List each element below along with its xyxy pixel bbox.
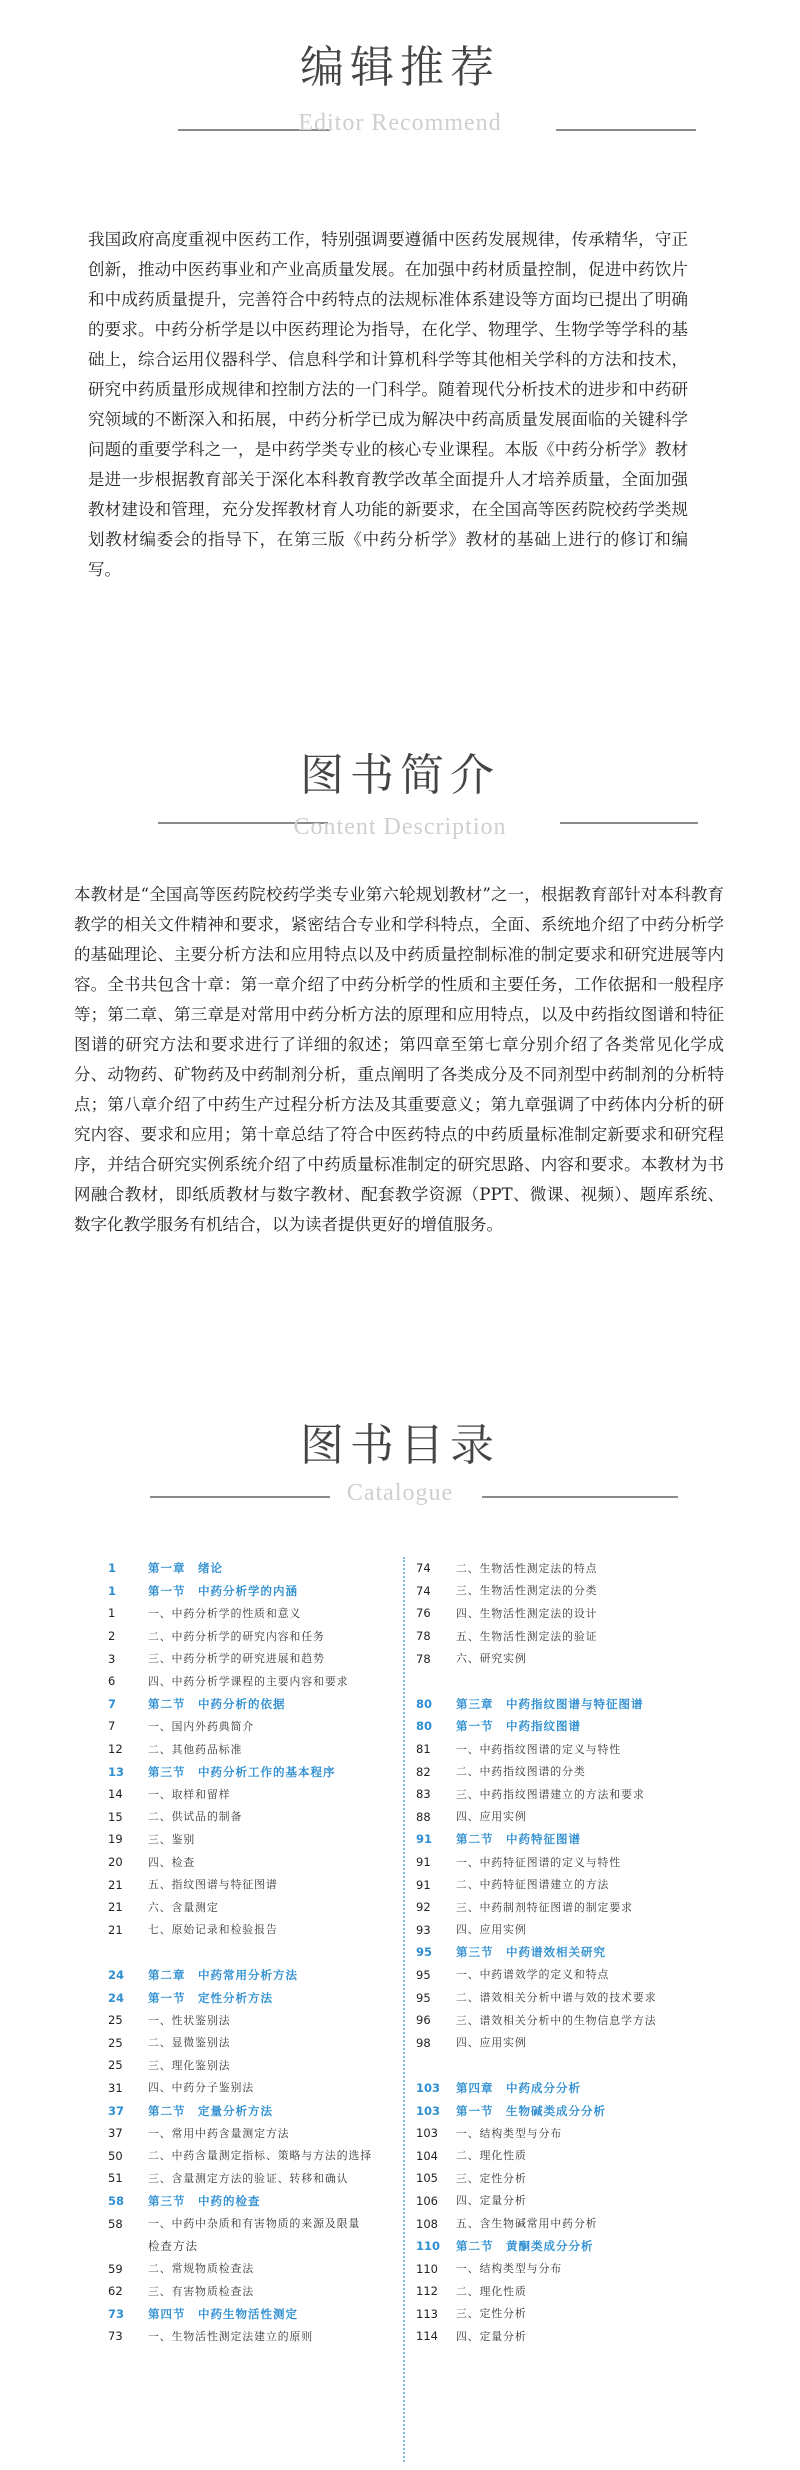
toc-page-number: 25 (108, 2035, 123, 2050)
toc-entry-title: 一、性状鉴别法 (148, 2013, 231, 2027)
toc-section (108, 1580, 403, 1603)
toc-section (108, 1760, 403, 1783)
toc-entry-title: 第一节 中药指纹图谱 (456, 1719, 581, 1734)
toc-page-number: 7 (108, 1696, 117, 1711)
toc-entry-title: 二、中药指纹图谱的分类 (456, 1765, 586, 1779)
toc-entry-title: 二、供试品的制备 (148, 1810, 243, 1824)
toc-page-number: 74 (416, 1561, 431, 1576)
toc-item (416, 1964, 711, 1987)
toc-item (108, 2122, 403, 2145)
toc-entry-title: 三、生物活性测定法的分类 (456, 1584, 598, 1598)
toc-entry-title: 三、定性分析 (456, 2171, 527, 2185)
toc-item (108, 1896, 403, 1919)
toc-item (108, 2167, 403, 2190)
toc-page-number: 91 (416, 1832, 433, 1847)
toc-entry-title: 四、定量分析 (456, 2194, 527, 2208)
heading-rule-right (560, 822, 698, 824)
toc-item (108, 1738, 403, 1761)
toc-entry-title: 六、含量测定 (148, 1900, 219, 1914)
toc-entry-title: 第四节 中药生物活性测定 (148, 2306, 298, 2321)
toc-page-number: 3 (108, 1651, 116, 1666)
toc-page-number: 59 (108, 2261, 123, 2276)
toc-section (108, 2190, 403, 2213)
toc-page-number: 21 (108, 1900, 123, 1915)
toc-entry-title: 一、中药指纹图谱的定义与特性 (456, 1742, 622, 1756)
toc-page-number: 13 (108, 1764, 125, 1779)
toc-entry-title: 四、中药分子鉴别法 (148, 2081, 255, 2095)
toc-page-number: 73 (108, 2306, 125, 2321)
toc-item (416, 1602, 711, 1625)
toc-entry-title: 一、中药分析学的性质和意义 (148, 1606, 302, 1620)
toc-item (416, 2031, 711, 2054)
toc-page-number: 74 (416, 1583, 431, 1598)
toc-item (416, 2212, 711, 2235)
toc-entry-title: 六、研究实例 (456, 1652, 527, 1666)
toc-item (108, 1828, 403, 1851)
toc-column-left (108, 1557, 403, 2348)
toc-entry-title: 第二节 黄酮类成分分析 (456, 2239, 594, 2254)
toc-page-number: 93 (416, 1922, 431, 1937)
toc-gap (416, 2054, 711, 2077)
toc-divider (403, 1557, 405, 2462)
toc-page-number: 108 (416, 2216, 438, 2231)
table-of-contents (108, 1557, 700, 2462)
toc-item (416, 2280, 711, 2303)
toc-page-number: 103 (416, 2080, 441, 2095)
section-title: 图书目录 (300, 1420, 500, 1471)
toc-item (416, 2257, 711, 2280)
toc-entry-title: 第二章 中药常用分析方法 (148, 1967, 298, 1982)
toc-item (108, 1873, 403, 1896)
toc-page-number: 105 (416, 2171, 438, 2186)
toc-entry-title: 一、中药特征图谱的定义与特性 (456, 1855, 622, 1869)
toc-entry-title: 四、定量分析 (456, 2329, 527, 2343)
intro-paragraph: 本教材是“全国高等医药院校药学类专业第六轮规划教材”之一，根据教育部针对本科教育教学的相关文件精神和要求，紧密结合专业和学科特点，全面、系统地介绍了中药分析学的基础理论、主要分析方法和应用特点以及中药质量控制标准的制定要求和研究进展等内容。全书共包含十章：第一章介绍了中药分析学的性质和主要任务，工作依据和一般程序等；第二章、第三章是对常用中药分析方法的原理和应用特点，以及中药指纹图谱和特征图谱的研究方法和要求进行了详细的叙述；第四章至第七章分别介绍了各类常见化学成分、动物药、矿物药及中药制剂分析，重点阐明了各类成分及不同剂型中药制剂的分析特点；第八章介绍了中药生产过程分析方法及其重要意义；第九章强调了中药体内分析的研究内容、要求和应用；第十章总结了符合中医药特点的中药质量标准制定新要求和研究程序，并结合研究实例系统介绍了中药质量标准制定的研究思路、内容和要求。本教材为书网融合教材，即纸质教材与数字教材、配套教学资源（PPT、微课、视频）、题库系统、数字化教学服务有机结合，以为读者提供更好的增值服务。 (74, 885, 724, 1234)
toc-page-number: 37 (108, 2126, 123, 2141)
toc-item (108, 1670, 403, 1693)
toc-page-number: 19 (108, 1832, 123, 1847)
toc-entry-title: 第三节 中药分析工作的基本程序 (148, 1764, 336, 1779)
toc-entry-title: 一、结构类型与分布 (456, 2126, 563, 2140)
toc-entry-title: 一、取样和留样 (148, 1787, 231, 1801)
toc-page-number: 1 (108, 1583, 117, 1598)
toc-entry-title: 四、检查 (148, 1855, 196, 1869)
toc-entry-title: 一、中药谱效学的定义和特点 (456, 1968, 610, 1982)
toc-entry-title: 五、指纹图谱与特征图谱 (148, 1878, 278, 1892)
toc-entry-title: 三、定性分析 (456, 2307, 527, 2321)
heading-rule-right (556, 129, 696, 131)
toc-entry-title: 二、谱效相关分析中谱与效的技术要求 (456, 1991, 657, 2005)
toc-entry-title: 第二节 定量分析方法 (148, 2103, 273, 2118)
toc-page-number: 2 (108, 1629, 116, 1644)
toc-section (108, 2099, 403, 2122)
toc-page-number: 31 (108, 2080, 123, 2095)
toc-entry-title: 四、生物活性测定法的设计 (456, 1606, 598, 1620)
toc-page-number: 91 (416, 1855, 431, 1870)
toc-gap (416, 1670, 711, 1693)
toc-page-number: 114 (416, 2329, 438, 2344)
toc-column-right (416, 1557, 711, 2348)
toc-entry-title: 第四章 中药成分分析 (456, 2080, 581, 2095)
section-subtitle: Content Description (293, 814, 507, 840)
toc-item (416, 2122, 711, 2145)
toc-entry-title: 三、含量测定方法的验证、转移和确认 (148, 2171, 349, 2185)
toc-item (416, 2303, 711, 2326)
toc-page-number: 112 (416, 2284, 438, 2299)
toc-chapter (108, 1964, 403, 1987)
toc-entry-title: 二、理化性质 (456, 2284, 527, 2298)
toc-page-number: 25 (108, 2013, 123, 2028)
section-subtitle: Catalogue (346, 1480, 454, 1506)
toc-item (416, 1580, 711, 1603)
toc-item (416, 1760, 711, 1783)
toc-item (416, 1873, 711, 1896)
toc-page-number: 1 (108, 1561, 117, 1576)
toc-item (108, 1715, 403, 1738)
toc-page-number: 95 (416, 1990, 431, 2005)
toc-chapter (416, 1693, 711, 1716)
toc-page-number: 6 (108, 1674, 116, 1689)
toc-item (416, 1625, 711, 1648)
toc-item (108, 2144, 403, 2167)
toc-item (108, 2009, 403, 2032)
toc-page-number: 73 (108, 2329, 123, 2344)
toc-item (416, 1806, 711, 1829)
toc-page-number: 91 (416, 1877, 431, 1892)
toc-entry-title: 第三节 中药谱效相关研究 (456, 1945, 606, 1960)
toc-item (108, 2325, 403, 2348)
toc-entry-title: 三、中药制剂特征图谱的制定要求 (456, 1900, 633, 1914)
toc-entry-title: 一、国内外药典简介 (148, 1719, 255, 1733)
toc-page-number: 95 (416, 1967, 431, 1982)
toc-item (416, 1647, 711, 1670)
toc-chapter (416, 2077, 711, 2100)
toc-item (416, 1783, 711, 1806)
toc-section (416, 1941, 711, 1964)
toc-entry-title: 三、中药分析学的研究进展和趋势 (148, 1652, 325, 1666)
toc-gap (108, 1941, 403, 1964)
toc-page-number: 110 (416, 2239, 441, 2254)
toc-page-number: 80 (416, 1696, 433, 1711)
toc-page-number: 103 (416, 2126, 438, 2141)
toc-page-number: 7 (108, 1719, 116, 1734)
toc-item (108, 1806, 403, 1829)
toc-entry-title: 四、应用实例 (456, 1923, 527, 1937)
toc-item (416, 1986, 711, 2009)
toc-entry-title: 四、应用实例 (456, 2036, 527, 2050)
toc-page-number: 78 (416, 1651, 431, 1666)
toc-entry-title: 二、中药特征图谱建立的方法 (456, 1878, 610, 1892)
section-title: 编辑推荐 (300, 42, 500, 93)
toc-page-number: 37 (108, 2103, 125, 2118)
toc-entry-title: 五、含生物碱常用中药分析 (456, 2217, 598, 2231)
toc-entry-title: 二、理化性质 (456, 2149, 527, 2163)
toc-entry-title: 二、常规物质检查法 (148, 2262, 255, 2276)
toc-item (416, 2167, 711, 2190)
toc-item (416, 1851, 711, 1874)
toc-page-number: 58 (108, 2193, 125, 2208)
toc-item (108, 2031, 403, 2054)
toc-item (108, 1647, 403, 1670)
toc-page-number: 96 (416, 2013, 431, 2028)
toc-item (108, 1783, 403, 1806)
toc-entry-title: 二、其他药品标准 (148, 1742, 243, 1756)
toc-entry-title: 七、原始记录和检验报告 (148, 1923, 278, 1937)
toc-entry-title: 三、有害物质检查法 (148, 2284, 255, 2298)
toc-entry-title: 四、中药分析学课程的主要内容和要求 (148, 1674, 349, 1688)
toc-page-number: 83 (416, 1787, 431, 1802)
toc-page-number: 24 (108, 1967, 125, 1982)
toc-page-number: 92 (416, 1900, 431, 1915)
toc-item (108, 1851, 403, 1874)
toc-item (416, 2325, 711, 2348)
toc-entry-title: 二、中药含量测定指标、策略与方法的选择 (148, 2149, 373, 2163)
toc-entry-title: 五、生物活性测定法的验证 (456, 1629, 598, 1643)
toc-page-number: 1 (108, 1606, 116, 1621)
toc-entry-title: 三、中药指纹图谱建立的方法和要求 (456, 1787, 645, 1801)
toc-cont (108, 2235, 403, 2258)
section-title: 图书简介 (300, 750, 500, 801)
toc-page-number: 21 (108, 1877, 123, 1892)
toc-entry-title: 第一节 中药分析学的内涵 (148, 1583, 298, 1598)
toc-item (108, 2054, 403, 2077)
toc-page-number: 98 (416, 2035, 431, 2050)
toc-page-number: 21 (108, 1922, 123, 1937)
toc-chapter (108, 1557, 403, 1580)
toc-section (416, 1828, 711, 1851)
toc-page-number: 24 (108, 1990, 125, 2005)
toc-page-number: 25 (108, 2058, 123, 2073)
section-heading-recommend (0, 40, 800, 136)
toc-page-number: 12 (108, 1742, 123, 1757)
toc-item (416, 2009, 711, 2032)
toc-page-number: 106 (416, 2193, 438, 2208)
toc-item (108, 1625, 403, 1648)
toc-item (416, 1919, 711, 1942)
toc-entry-title: 二、显微鉴别法 (148, 2036, 231, 2050)
toc-page-number: 103 (416, 2103, 441, 2118)
toc-page-number: 20 (108, 1855, 123, 1870)
toc-item (108, 2257, 403, 2280)
toc-page-number: 14 (108, 1787, 123, 1802)
toc-item (108, 1919, 403, 1942)
toc-page-number: 81 (416, 1742, 431, 1757)
toc-entry-title: 第三节 中药的检查 (148, 2193, 261, 2208)
toc-item (416, 2144, 711, 2167)
toc-page-number: 51 (108, 2171, 123, 2186)
toc-item (416, 2190, 711, 2213)
toc-entry-title: 第二节 中药分析的依据 (148, 1696, 286, 1711)
toc-page-number: 15 (108, 1809, 123, 1824)
toc-entry-title: 检查方法 (148, 2239, 198, 2254)
toc-entry-title: 第一章 绪论 (148, 1561, 223, 1576)
toc-page-number: 113 (416, 2306, 438, 2321)
section-subtitle: Editor Recommend (298, 110, 502, 136)
toc-page-number: 104 (416, 2148, 438, 2163)
toc-item (416, 1896, 711, 1919)
toc-entry-title: 三、谱效相关分析中的生物信息学方法 (456, 2013, 657, 2027)
toc-item (416, 1557, 711, 1580)
section-heading-intro (0, 748, 800, 840)
toc-entry-title: 一、中药中杂质和有害物质的来源及限量 (148, 2217, 361, 2231)
toc-item (108, 2212, 403, 2235)
toc-page-number: 82 (416, 1764, 431, 1779)
toc-entry-title: 第一节 定性分析方法 (148, 1990, 273, 2005)
toc-section (108, 1986, 403, 2009)
toc-page-number: 62 (108, 2284, 123, 2299)
toc-entry-title: 一、常用中药含量测定方法 (148, 2126, 290, 2140)
toc-page-number: 58 (108, 2216, 123, 2231)
toc-page-number: 76 (416, 1606, 431, 1621)
toc-entry-title: 三、理化鉴别法 (148, 2058, 231, 2072)
toc-page-number: 95 (416, 1945, 433, 1960)
toc-item (108, 2280, 403, 2303)
toc-entry-title: 第一节 生物碱类成分分析 (456, 2103, 606, 2118)
toc-section (416, 1715, 711, 1738)
toc-entry-title: 一、生物活性测定法建立的原则 (148, 2329, 314, 2343)
toc-item (416, 1738, 711, 1761)
toc-section (108, 2303, 403, 2326)
toc-entry-title: 四、应用实例 (456, 1810, 527, 1824)
toc-section (416, 2235, 711, 2258)
toc-entry-title: 二、中药分析学的研究内容和任务 (148, 1629, 325, 1643)
toc-entry-title: 第三章 中药指纹图谱与特征图谱 (456, 1696, 644, 1711)
recommend-paragraph: 我国政府高度重视中医药工作，特别强调要遵循中医药发展规律，传承精华，守正创新，推动中医药事业和产业高质量发展。在加强中药材质量控制，促进中药饮片和中成药质量提升，完善符合中药特点的法规标准体系建设等方面均已提出了明确的要求。中药分析学是以中医药理论为指导，在化学、物理学、生物学等学科的基础上，综合运用仪器科学、信息科学和计算机科学等其他相关学科的方法和技术，研究中药质量形成规律和控制方法的一门科学。随着现代分析技术的进步和中药研究领域的不断深入和拓展，中药分析学已成为解决中药高质量发展面临的关键科学问题的重要学科之一，是中药学类专业的核心专业课程。本版《中药分析学》教材是进一步根据教育部关于深化本科教育教学改革全面提升人才培养质量，全面加强教材建设和管理，充分发挥教材育人功能的新要求，在全国高等医药院校药学类规划教材编委会的指导下，在第三版《中药分析学》教材的基础上进行的修订和编写。 (88, 230, 688, 579)
toc-page-number: 80 (416, 1719, 433, 1734)
toc-page-number: 50 (108, 2148, 123, 2163)
toc-entry-title: 第二节 中药特征图谱 (456, 1832, 581, 1847)
toc-page-number: 88 (416, 1809, 431, 1824)
toc-entry-title: 一、结构类型与分布 (456, 2262, 563, 2276)
toc-section (416, 2099, 711, 2122)
toc-section (108, 1693, 403, 1716)
toc-item (108, 1602, 403, 1625)
section-heading-catalogue (0, 1418, 800, 1508)
toc-item (108, 2077, 403, 2100)
toc-entry-title: 三、鉴别 (148, 1832, 196, 1846)
toc-page-number: 110 (416, 2261, 438, 2276)
toc-entry-title: 二、生物活性测定法的特点 (456, 1561, 598, 1575)
toc-page-number: 78 (416, 1629, 431, 1644)
heading-rule-right (482, 1496, 678, 1498)
